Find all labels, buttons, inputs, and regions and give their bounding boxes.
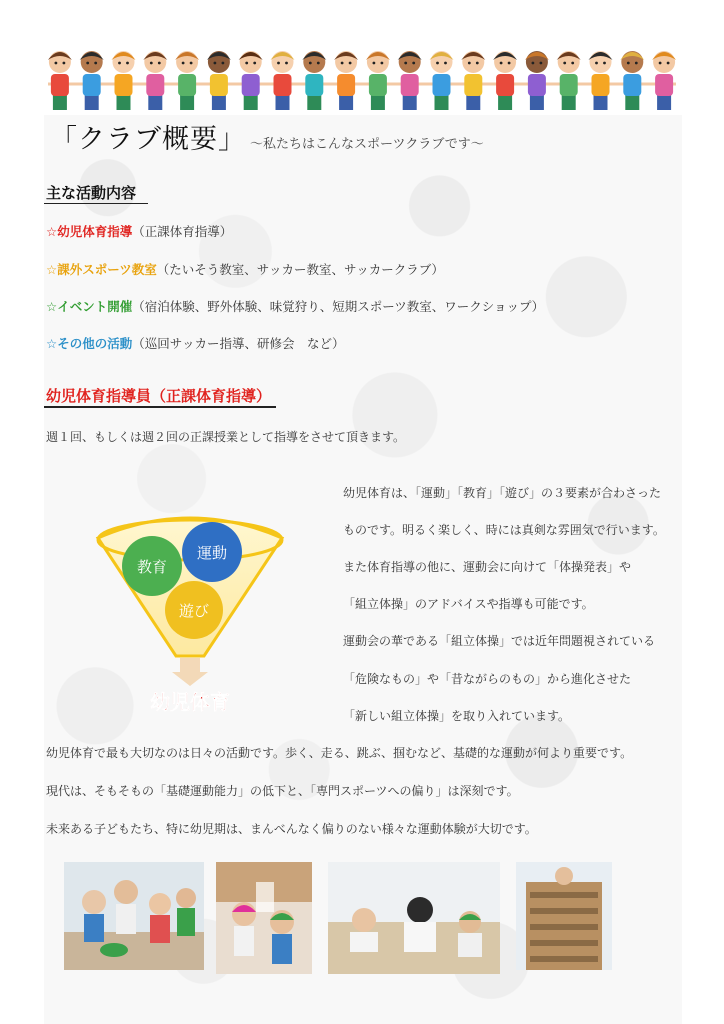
child-figure xyxy=(175,51,199,110)
child-figure xyxy=(80,51,104,110)
activity-detail: （たいそう教室、サッカー教室、サッカークラブ） xyxy=(156,262,444,277)
activity-detail: （正課体育指導） xyxy=(132,224,233,239)
activity-item-extracurricular xyxy=(46,260,444,278)
description-line: また体育指導の他に、運動会に向けて「体操発表」や xyxy=(343,560,632,574)
child-figure xyxy=(48,51,72,110)
svg-text:遊び: 遊び xyxy=(178,602,210,620)
child-figure xyxy=(271,51,295,110)
body-paragraph-line: 未来ある子どもたち、特に幼児期は、まんべんなく偏りのない様々な運動体験が大切です。 xyxy=(46,822,537,836)
child-figure xyxy=(430,51,454,110)
activity-item-youth-pe xyxy=(46,222,232,240)
child-figure xyxy=(302,51,326,110)
page-title: 「クラブ概要」 xyxy=(50,124,246,155)
photo-human-pyramid xyxy=(516,862,612,970)
circle-education xyxy=(122,536,182,596)
circle-exercise xyxy=(182,522,242,582)
child-figure xyxy=(493,51,517,110)
svg-text:運動: 運動 xyxy=(196,544,228,562)
child-figure xyxy=(112,51,136,110)
circle-play xyxy=(165,581,223,639)
body-paragraph-line: 現代は、そもそもの「基礎運動能力」の低下と、「専門スポーツへの偏り」は深刻です。 xyxy=(46,784,519,798)
child-figure xyxy=(652,51,676,110)
children-holding-hands-illustration xyxy=(44,44,680,114)
photo-children-exercising xyxy=(328,862,500,974)
page-subtitle: ～私たちはこんなスポーツクラブです～ xyxy=(250,137,484,152)
activity-detail: （宿泊体験、野外体験、味覚狩り、短期スポーツ教室、ワークショップ） xyxy=(132,299,545,314)
activity-name: ☆課外スポーツ教室 xyxy=(46,262,157,277)
activities-heading-underline xyxy=(44,203,148,204)
child-figure xyxy=(557,51,581,110)
activity-detail: （巡回サッカー指導、研修会 など） xyxy=(132,336,345,351)
activity-name: ☆イベント開催 xyxy=(46,299,133,314)
child-figure xyxy=(398,51,422,110)
child-figure xyxy=(589,51,613,110)
child-figure xyxy=(525,51,549,110)
description-line: 運動会の華である「組立体操」では近年問題視されている xyxy=(343,634,656,648)
child-figure xyxy=(461,51,485,110)
activities-heading: 主な活動内容 xyxy=(46,184,137,202)
activity-name: ☆幼児体育指導 xyxy=(46,224,133,239)
svg-text:教育: 教育 xyxy=(136,558,168,576)
diagram-result-label: 幼児体育 xyxy=(150,690,230,714)
child-figure xyxy=(239,51,263,110)
description-line: 「組立体操」のアドバイスや指導も可能です。 xyxy=(343,597,594,611)
description-line: 幼児体育は、「運動」「教育」「遊び」の３要素が合わさった xyxy=(343,486,662,500)
activity-name: ☆その他の活動 xyxy=(46,336,133,351)
down-arrow-icon xyxy=(172,658,208,686)
funnel-diagram xyxy=(92,506,288,718)
description-line: ものです。明るく楽しく、時には真剣な雰囲気で行います。 xyxy=(343,523,665,537)
description-line: 「危険なもの」や「昔ながらのもの」から進化させた xyxy=(343,672,632,686)
photo-children-helmets xyxy=(216,862,312,974)
child-figure xyxy=(620,51,644,110)
instructor-heading: 幼児体育指導員（正課体育指導） xyxy=(46,387,272,405)
body-paragraph-line: 幼児体育で最も大切なのは日々の活動です。歩く、走る、跳ぶ、掴むなど、基礎的な運動が何より重要です。 xyxy=(46,746,633,760)
child-figure xyxy=(207,51,231,110)
description-line: 「新しい組立体操」を取り入れています。 xyxy=(343,709,571,723)
child-figure xyxy=(143,51,167,110)
photo-children-group xyxy=(64,862,204,970)
instructor-heading-underline xyxy=(44,406,276,408)
activity-item-events xyxy=(46,297,544,315)
instructor-intro: 週１回、もしくは週２回の正課授業として指導をさせて頂きます。 xyxy=(46,430,406,444)
child-figure xyxy=(334,51,358,110)
child-figure xyxy=(366,51,390,110)
activity-item-other xyxy=(46,334,344,352)
